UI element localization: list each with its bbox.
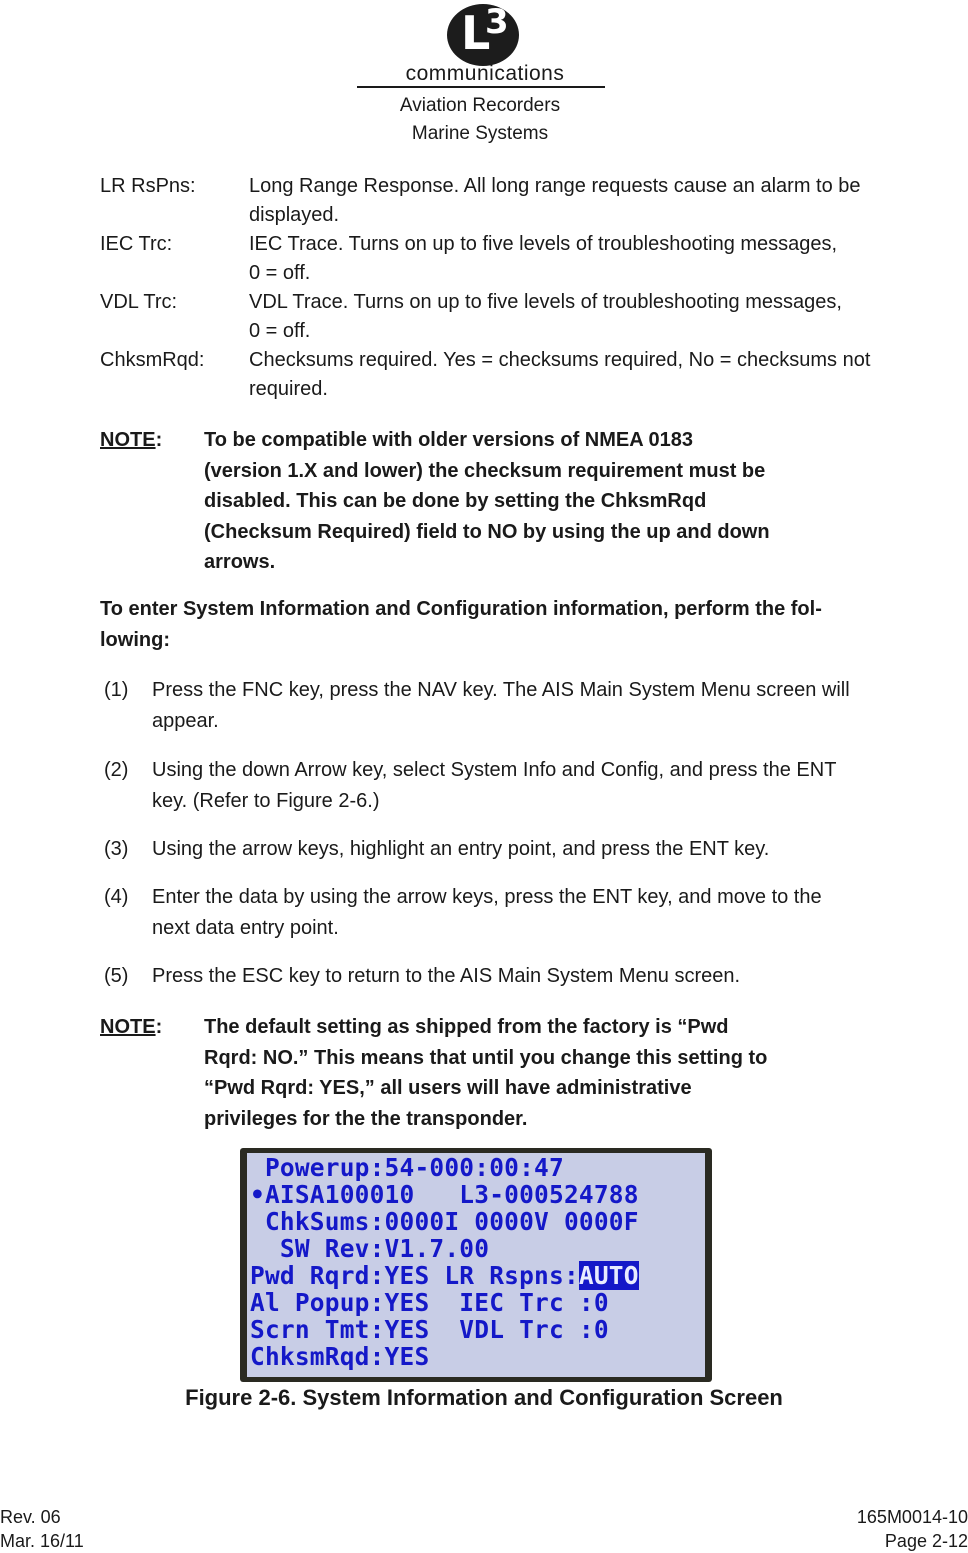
note-line: disabled. This can be done by setting the ChksmRqd xyxy=(204,490,707,512)
note-line: To be compatible with older versions of NMEA 0183 xyxy=(204,429,693,451)
header-divider xyxy=(357,86,605,88)
step-text xyxy=(152,882,968,944)
note-body xyxy=(204,1012,884,1134)
definition-text: displayed. xyxy=(249,204,340,226)
logo-mark-l: L xyxy=(461,6,491,60)
lcd-lr-rspns-value-highlighted: AUTO xyxy=(578,1261,639,1290)
l3-logo xyxy=(447,4,519,66)
definition-term: ChksmRqd: xyxy=(100,349,205,371)
definition-text: VDL Trace. Turns on up to five levels of troubleshooting messages, xyxy=(249,291,842,313)
intro-line: lowing: xyxy=(100,629,170,651)
note-line: privileges for the the transponder. xyxy=(204,1107,528,1130)
note-line: “Pwd Rqrd: YES,” all users will have administrative xyxy=(204,1077,692,1099)
step-line: Using the arrow keys, highlight an entry point, and press the ENT key. xyxy=(152,838,770,860)
note-label-text: NOTE xyxy=(100,1016,156,1038)
definition-text: required. xyxy=(249,378,328,400)
step-text xyxy=(152,675,968,737)
figure-caption: Figure 2-6. System Information and Configuration Screen xyxy=(185,1385,783,1410)
step-number: (3) xyxy=(104,838,129,860)
header-aviation-recorders: Aviation Recorders xyxy=(399,95,561,116)
definition-term: LR RsPns: xyxy=(100,175,196,197)
step-number: (2) xyxy=(104,759,129,781)
step-line: appear. xyxy=(152,710,219,732)
note-label-colon: : xyxy=(155,429,163,451)
lcd-line-checksums: ChkSums:0000I 0000V 0000F xyxy=(250,1207,639,1236)
note-label xyxy=(100,425,162,455)
intro-line: To enter System Information and Configuration information, perform the fol- xyxy=(100,598,822,620)
step-number: (1) xyxy=(104,679,129,701)
note-line: arrows. xyxy=(204,551,276,573)
step-line: key. (Refer to Figure 2-6.) xyxy=(152,790,380,812)
note-line: (version 1.X and lower) the checksum requirement must be xyxy=(204,459,766,482)
footer-revision: Rev. 06 xyxy=(0,1507,61,1527)
step-number: (4) xyxy=(104,886,129,908)
lcd-line-pwd-rqrd xyxy=(250,1262,639,1289)
lcd-line-scrn-tmt: Scrn Tmt:YES VDL Trc :0 xyxy=(250,1315,609,1344)
step-text xyxy=(152,834,968,865)
definition-term: IEC Trc: xyxy=(100,233,173,255)
lcd-pwd-lr-label: Pwd Rqrd:YES LR Rspns: xyxy=(250,1261,579,1290)
lcd-line-al-popup: Al Popup:YES IEC Trc :0 xyxy=(250,1288,609,1317)
header-marine-systems: Marine Systems xyxy=(411,123,549,144)
note-label-text: NOTE xyxy=(100,429,156,451)
definition-text: IEC Trace. Turns on up to five levels of troubleshooting messages, xyxy=(249,233,838,255)
note-line: Rqrd: NO.” This means that until you change this setting to xyxy=(204,1046,768,1069)
lcd-line-powerup: Powerup:54-000:00:47 xyxy=(250,1153,564,1182)
footer-page-number: Page 2-12 xyxy=(884,1531,968,1551)
step-line: Using the down Arrow key, select System Info and Config, and press the ENT xyxy=(152,759,837,781)
lcd-line-chksmrqd: ChksmRqd:YES xyxy=(250,1342,430,1371)
lcd-line-mmsi: •AISA100010 L3-000524788 xyxy=(250,1180,639,1209)
step-text xyxy=(152,961,968,992)
logo-mark-3: 3 xyxy=(485,2,509,42)
footer-doc-number: 165M0014-10 xyxy=(856,1507,968,1527)
step-line: Press the FNC key, press the NAV key. The AIS Main System Menu screen will xyxy=(152,679,850,701)
definition-text: Long Range Response. All long range requests cause an alarm to be xyxy=(249,175,861,197)
step-number: (5) xyxy=(104,965,129,987)
logo-wordmark: communications xyxy=(405,62,565,85)
definition-text: 0 = off. xyxy=(249,320,311,342)
definition-text: Checksums required. Yes = checksums required, No = checksums not xyxy=(249,349,871,371)
note-label xyxy=(100,1012,162,1042)
step-line: next data entry point. xyxy=(152,917,339,939)
step-line: Press the ESC key to return to the AIS Main System Menu screen. xyxy=(152,965,741,987)
note-body xyxy=(204,425,884,578)
footer-date: Mar. 16/11 xyxy=(0,1531,84,1551)
step-text xyxy=(152,755,968,817)
definition-term: VDL Trc: xyxy=(100,291,178,313)
note-label-colon: : xyxy=(155,1016,163,1038)
definition-text: 0 = off. xyxy=(249,262,311,284)
lcd-line-sw-rev: SW Rev:V1.7.00 xyxy=(250,1234,490,1263)
note-line: (Checksum Required) field to NO by using the up and down xyxy=(204,520,770,543)
note-line: The default setting as shipped from the factory is “Pwd xyxy=(204,1016,729,1038)
procedure-intro xyxy=(100,594,968,656)
step-line: Enter the data by using the arrow keys, press the ENT key, and move to the xyxy=(152,886,822,908)
